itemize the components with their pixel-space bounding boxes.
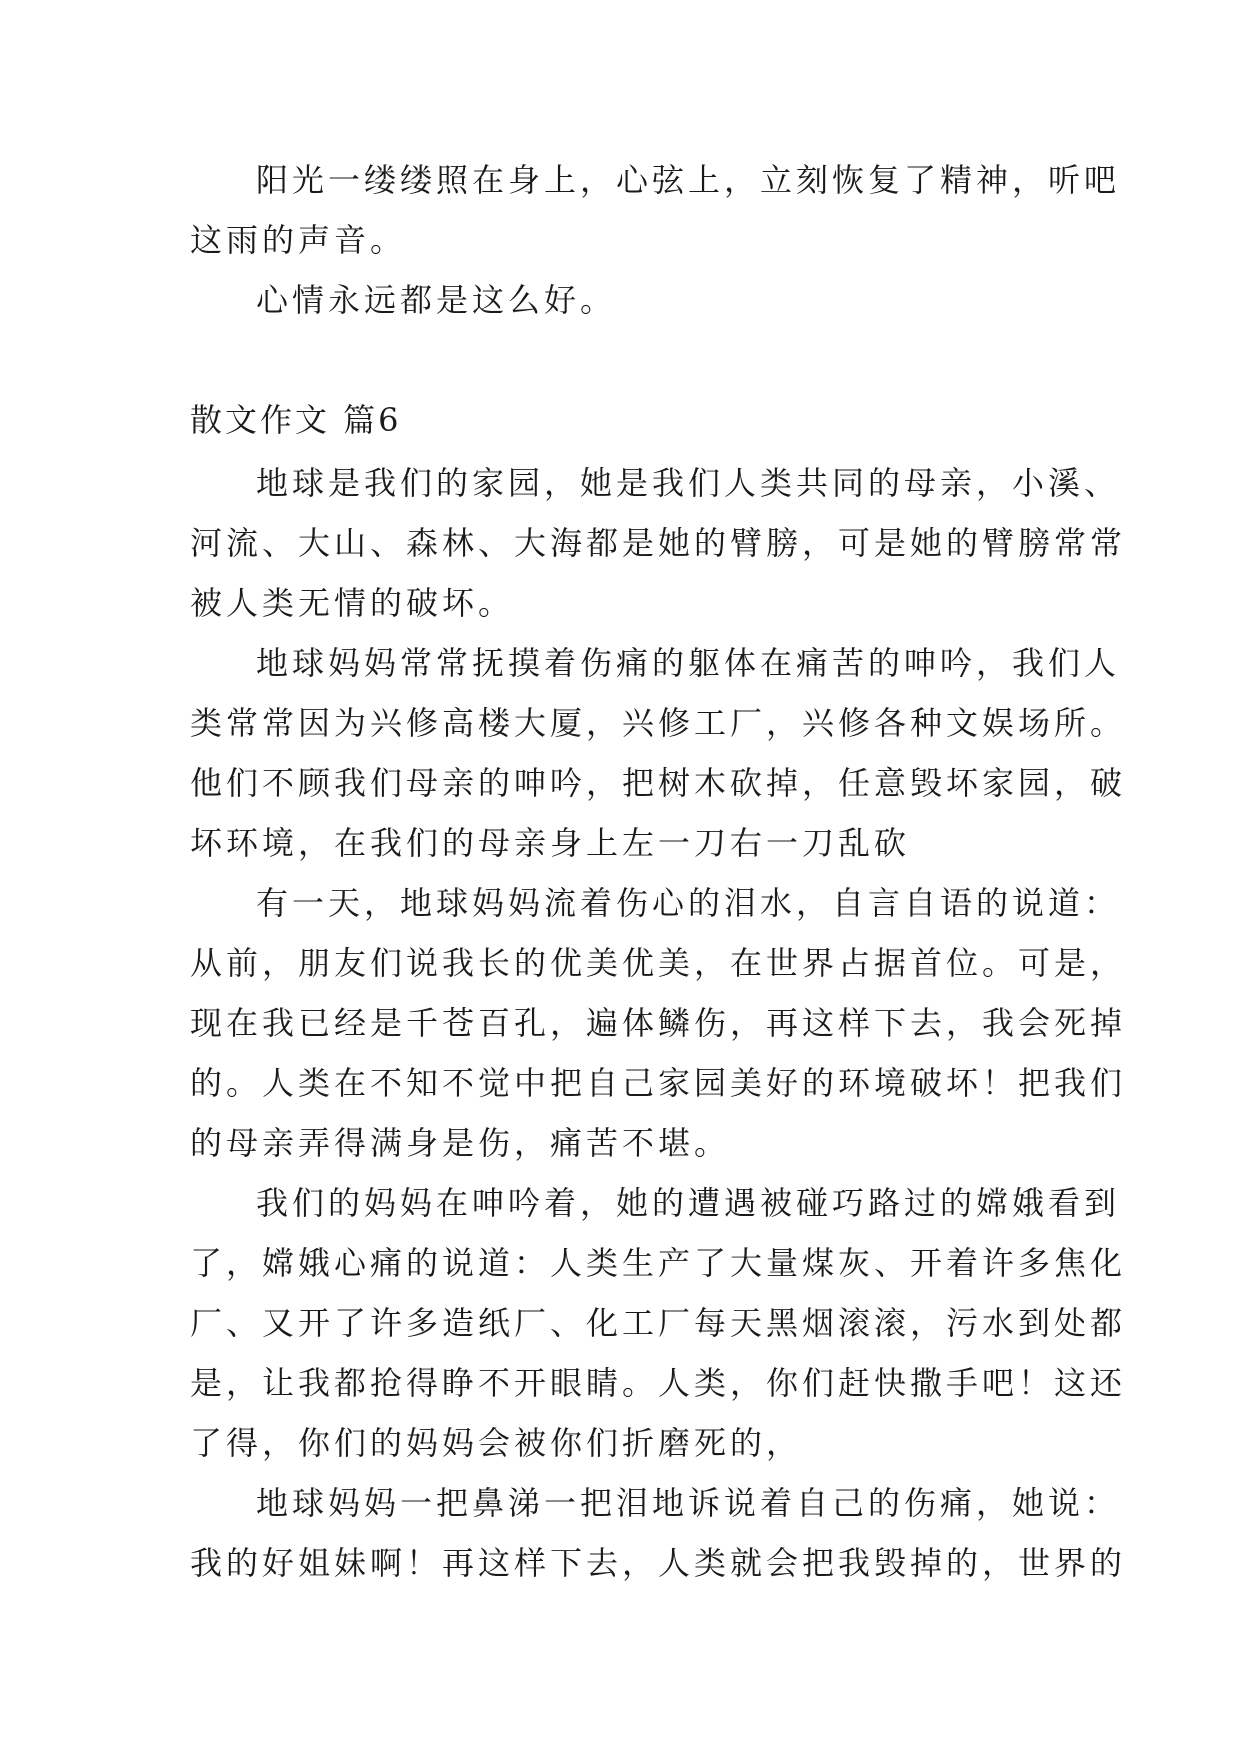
text-line: 地球是我们的家园，她是我们人类共同的母亲，小溪、: [256, 464, 1121, 502]
text-line: 从前，朋友们说我长的优美优美，在世界占据首位。可是，: [190, 944, 1127, 982]
text-line: 厂、又开了许多造纸厂、化工厂每天黑烟滚滚，污水到处都: [190, 1304, 1127, 1342]
text-line: 地球妈妈常常抚摸着伤痛的躯体在痛苦的呻吟，我们人: [256, 644, 1121, 682]
text-line: 坏环境，在我们的母亲身上左一刀右一刀乱砍: [190, 824, 911, 862]
text-line: 他们不顾我们母亲的呻吟，把树木砍掉，任意毁坏家园，破: [190, 764, 1127, 802]
text-line: 了得，你们的妈妈会被你们折磨死的，: [190, 1424, 803, 1462]
text-line: 被人类无情的破坏。: [190, 584, 515, 622]
text-line: 我们的妈妈在呻吟着，她的遭遇被碰巧路过的嫦娥看到: [256, 1184, 1121, 1222]
text-line: 地球妈妈一把鼻涕一把泪地诉说着自己的伤痛，她说：: [256, 1484, 1121, 1522]
body-paragraphs: [190, 453, 1127, 1593]
intro-paragraphs: [190, 150, 1121, 330]
text-line: 我的好姐妹啊！再这样下去，人类就会把我毁掉的，世界的: [190, 1544, 1127, 1582]
text-line: 的。人类在不知不觉中把自己家园美好的环境破坏！把我们: [190, 1064, 1127, 1102]
text-line: 阳光一缕缕照在身上，心弦上，立刻恢复了精神，听吧: [256, 161, 1121, 199]
text-line: 是，让我都抢得睁不开眼睛。人类，你们赶快撒手吧！这还: [190, 1364, 1127, 1402]
text-line: 有一天，地球妈妈流着伤心的泪水，自言自语的说道：: [256, 884, 1121, 922]
section-heading: 散文作文 篇6: [190, 401, 402, 439]
text-line: 的母亲弄得满身是伤，痛苦不堪。: [190, 1124, 731, 1162]
text-line: 这雨的声音。: [190, 221, 407, 259]
text-line: 了，嫦娥心痛的说道：人类生产了大量煤灰、开着许多焦化: [190, 1244, 1127, 1282]
text-line: 河流、大山、森林、大海都是她的臂膀，可是她的臂膀常常: [190, 524, 1127, 562]
text-line: 心情永远都是这么好。: [256, 281, 617, 319]
text-line: 现在我已经是千苍百孔，遍体鳞伤，再这样下去，我会死掉: [190, 1004, 1127, 1042]
text-line: 类常常因为兴修高楼大厦，兴修工厂，兴修各种文娱场所。: [190, 704, 1127, 742]
